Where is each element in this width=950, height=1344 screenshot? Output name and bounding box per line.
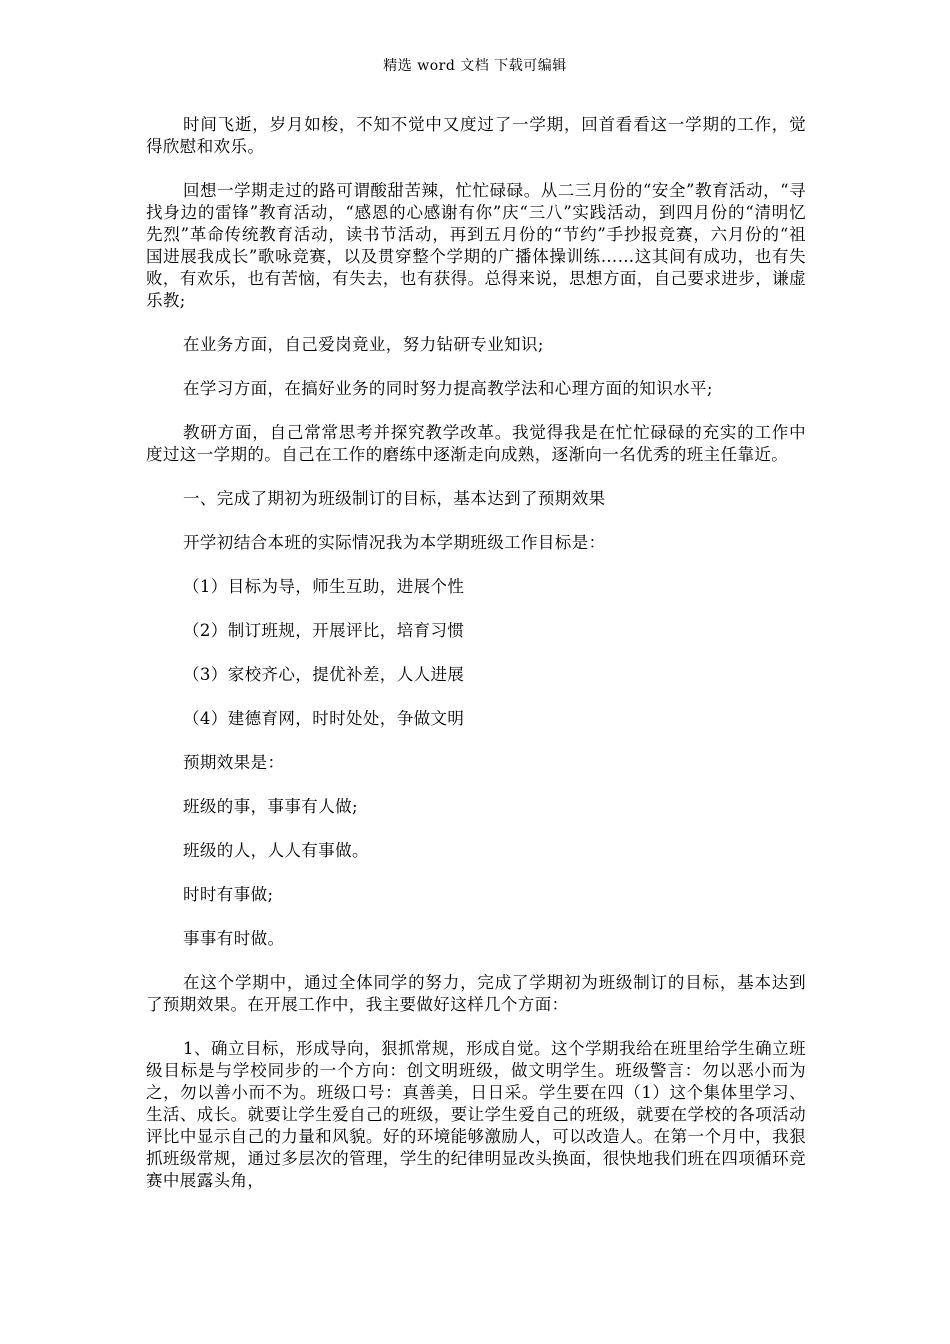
paragraph-point-1: 1、确立目标，形成导向，狠抓常规，形成自觉。这个学期我给在班里给学生确立班级目标是与学校同步的一个方向：创文明班级，做文明学生。班级警言：勿以恶小而为之，勿以善小而不为。班级口号：真善美，日日采。学生要在四（1）这个集体里学习、生活、成长。就要让学生爱自己的班级，要让学生爱自己的班级，就要在学校的各项活动评比中显示自己的力量和风貌。好的环境能够激励人，可以改造人。在第一个月中，我狠抓班级常规，通过多层次的管理，学生的纪律明显改头换面，很快地我们班在四项循环竞赛中展露头角， [146,1039,806,1190]
paragraph-review: 回想一学期走过的路可谓酸甜苦辣，忙忙碌碌。从二三月份的“安全”教育活动，“寻找身边的雷锋”教育活动，“感恩的心感谢有你”庆“三八”实践活动，到四月份的“清明忆先烈”革命传统教育活动，读书节活动，再到五月份的“节约”手抄报竞赛，六月份的“祖国进展我成长”歌咏竞赛，以及贯穿整个学期的广播体操训练……这其间有成功，也有失败，有欢乐，也有苦恼，有失去，也有获得。总得来说，思想方面，自己要求进步，谦虚乐教; [146,181,806,310]
page-header: 精选 word 文档 下载可编辑 [383,58,567,74]
expected-item-1: 班级的事，事事有人做; [183,797,358,816]
goal-item-4: （4）建德育网，时时处处，争做文明 [183,709,465,728]
goal-item-3: （3）家校齐心，提优补差，人人进展 [183,665,465,684]
section-heading-goals: 一、完成了期初为班级制订的目标，基本达到了预期效果 [183,489,606,508]
paragraph-goals-intro: 开学初结合本班的实际情况我为本学期班级工作目标是： [183,533,606,552]
paragraph-study: 在学习方面，在搞好业务的同时努力提高教学法和心理方面的知识水平; [183,379,713,398]
expected-item-2: 班级的人，人人有事做。 [183,841,369,860]
paragraph-research: 教研方面，自己常常思考并探究教学改革。我觉得我是在忙忙碌碌的充实的工作中度过这一学期的。自己在工作的磨练中逐渐走向成熟，逐渐向一名优秀的班主任靠近。 [146,423,806,464]
paragraph-intro: 时间飞逝，岁月如梭，不知不觉中又度过了一学期，回首看看这一学期的工作，觉得欣慰和欢乐。 [146,115,806,156]
document-body [146,114,806,1214]
expected-item-4: 事事有时做。 [183,929,285,948]
goal-item-1: （1）目标为导，师生互助，进展个性 [183,577,465,596]
paragraph-business: 在业务方面，自己爱岗竟业，努力钻研专业知识; [183,335,544,354]
paragraph-expected-intro: 预期效果是： [183,753,285,772]
goal-item-2: （2）制订班规，开展评比，培育习惯 [183,621,465,640]
paragraph-semester-summary: 在这个学期中，通过全体同学的努力，完成了学期初为班级制订的目标，基本达到了预期效果。在开展工作中，我主要做好这样几个方面： [146,973,806,1014]
expected-item-3: 时时有事做; [183,885,274,904]
